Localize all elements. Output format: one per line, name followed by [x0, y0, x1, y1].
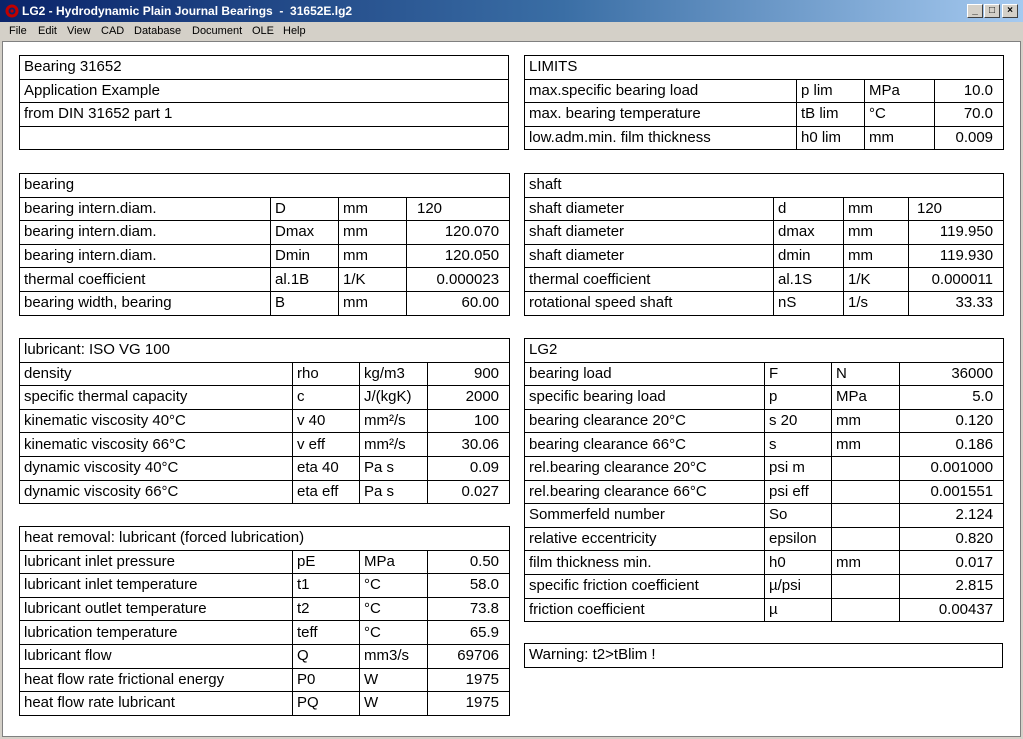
table-header-row — [525, 339, 1004, 363]
table-row — [20, 433, 510, 457]
param-value[interactable]: 10.0 — [935, 79, 1004, 103]
param-unit: 1/s — [844, 291, 909, 315]
param-unit: kg/m3 — [360, 362, 428, 386]
param-symbol: h0 lim — [797, 126, 865, 150]
param-symbol: h0 — [765, 551, 832, 575]
param-value[interactable]: 0.000023 — [407, 268, 510, 292]
param-symbol: dmax — [774, 221, 844, 245]
param-unit: mm — [865, 126, 935, 150]
table-row — [525, 103, 1004, 127]
param-value[interactable]: 0.820 — [900, 527, 1004, 551]
param-unit: mm — [339, 244, 407, 268]
table-row — [20, 386, 510, 410]
param-value[interactable]: 60.00 — [407, 291, 510, 315]
param-unit: J/(kgK) — [360, 386, 428, 410]
param-unit: Pa s — [360, 480, 428, 504]
param-label: lubricant inlet temperature — [20, 574, 293, 598]
param-unit: N — [832, 362, 900, 386]
param-label: bearing load — [525, 362, 765, 386]
param-label: specific friction coefficient — [525, 574, 765, 598]
table-header-row — [525, 56, 1004, 80]
table-header-row — [20, 174, 510, 198]
maximize-button[interactable]: □ — [984, 4, 1000, 18]
param-value[interactable]: 5.0 — [900, 386, 1004, 410]
lubricant-table — [19, 338, 510, 504]
info-line[interactable]: from DIN 31652 part 1 — [20, 103, 509, 127]
param-unit: 1/K — [339, 268, 407, 292]
shaft-title: shaft — [525, 174, 1004, 198]
param-value[interactable]: 36000 — [900, 362, 1004, 386]
param-value[interactable]: 2000 — [428, 386, 510, 410]
param-value[interactable]: 30.06 — [428, 433, 510, 457]
param-unit: W — [360, 692, 428, 716]
table-row — [525, 574, 1004, 598]
param-symbol: t2 — [293, 597, 360, 621]
limits-table — [524, 55, 1004, 150]
param-symbol: tB lim — [797, 103, 865, 127]
table-row — [20, 550, 510, 574]
param-symbol: So — [765, 504, 832, 528]
param-value[interactable]: 65.9 — [428, 621, 510, 645]
param-label: rel.bearing clearance 20°C — [525, 456, 765, 480]
param-value[interactable]: 0.00437 — [900, 598, 1004, 622]
param-label: thermal coefficient — [20, 268, 271, 292]
param-symbol: s — [765, 433, 832, 457]
param-label: heat flow rate lubricant — [20, 692, 293, 716]
param-symbol: nS — [774, 291, 844, 315]
param-label: low.adm.min. film thickness — [525, 126, 797, 150]
param-label: max.specific bearing load — [525, 79, 797, 103]
param-symbol: D — [271, 197, 339, 221]
param-unit: mm3/s — [360, 644, 428, 668]
param-label: shaft diameter — [525, 221, 774, 245]
param-label: dynamic viscosity 40°C — [20, 456, 293, 480]
param-value[interactable]: 70.0 — [935, 103, 1004, 127]
param-label: lubrication temperature — [20, 621, 293, 645]
param-unit — [832, 504, 900, 528]
table-row — [525, 268, 1004, 292]
param-symbol: eta eff — [293, 480, 360, 504]
info-line[interactable] — [20, 126, 509, 150]
param-symbol: B — [271, 291, 339, 315]
param-unit: °C — [865, 103, 935, 127]
param-label: bearing clearance 66°C — [525, 433, 765, 457]
minimize-button[interactable]: _ — [967, 4, 983, 18]
param-value[interactable]: 0.09 — [428, 456, 510, 480]
title-bar[interactable] — [0, 0, 1023, 22]
param-label: bearing intern.diam. — [20, 244, 271, 268]
param-value[interactable]: 58.0 — [428, 574, 510, 598]
param-unit: mm — [844, 197, 909, 221]
param-value[interactable]: 2.815 — [900, 574, 1004, 598]
param-value[interactable]: 69706 — [428, 644, 510, 668]
table-row — [525, 409, 1004, 433]
heat-removal-title[interactable]: heat removal: lubricant (forced lubrication) — [20, 527, 510, 551]
menu-document[interactable]: Document — [192, 25, 243, 37]
menu-cad[interactable]: CAD — [101, 25, 125, 37]
menu-help[interactable]: Help — [283, 25, 306, 37]
param-unit: °C — [360, 621, 428, 645]
param-symbol: P0 — [293, 668, 360, 692]
param-label: dynamic viscosity 66°C — [20, 480, 293, 504]
param-label: kinematic viscosity 40°C — [20, 409, 293, 433]
param-label: bearing intern.diam. — [20, 221, 271, 245]
close-button[interactable]: × — [1002, 4, 1018, 18]
param-symbol: psi eff — [765, 480, 832, 504]
table-row — [20, 597, 510, 621]
param-symbol: s 20 — [765, 409, 832, 433]
param-label: bearing intern.diam. — [20, 197, 271, 221]
param-label: bearing width, bearing — [20, 291, 271, 315]
param-unit: mm²/s — [360, 433, 428, 457]
param-label: rel.bearing clearance 66°C — [525, 480, 765, 504]
param-symbol: Dmin — [271, 244, 339, 268]
table-row — [20, 574, 510, 598]
param-label: thermal coefficient — [525, 268, 774, 292]
param-value[interactable]: 2.124 — [900, 504, 1004, 528]
table-row — [20, 456, 510, 480]
limits-title: LIMITS — [525, 56, 1004, 80]
param-symbol: v eff — [293, 433, 360, 457]
table-row — [20, 56, 509, 80]
table-row — [20, 126, 509, 150]
param-unit: mm — [844, 244, 909, 268]
lg2-results-table — [524, 338, 1004, 622]
table-row — [20, 409, 510, 433]
param-value[interactable]: 120.050 — [407, 244, 510, 268]
param-symbol: Dmax — [271, 221, 339, 245]
table-row — [20, 268, 510, 292]
param-symbol: v 40 — [293, 409, 360, 433]
param-value[interactable]: 1975 — [428, 692, 510, 716]
param-symbol: µ — [765, 598, 832, 622]
window-title: LG2 - Hydrodynamic Plain Journal Bearings - 31652E.lg2 — [22, 4, 353, 18]
table-row — [20, 103, 509, 127]
table-row — [20, 291, 510, 315]
param-value[interactable]: 1975 — [428, 668, 510, 692]
bearing-app-icon — [5, 4, 19, 18]
table-row — [20, 79, 509, 103]
param-label: kinematic viscosity 66°C — [20, 433, 293, 457]
menu-database[interactable]: Database — [134, 25, 182, 37]
param-label: lubricant flow — [20, 644, 293, 668]
table-row — [20, 197, 510, 221]
param-symbol: pE — [293, 550, 360, 574]
menu-file[interactable]: File — [9, 25, 27, 37]
table-row — [525, 221, 1004, 245]
bearing-table — [19, 173, 510, 316]
param-symbol: rho — [293, 362, 360, 386]
table-row — [525, 504, 1004, 528]
table-row — [525, 126, 1004, 150]
table-row — [525, 551, 1004, 575]
param-unit: mm²/s — [360, 409, 428, 433]
param-value[interactable]: 0.027 — [428, 480, 510, 504]
param-unit: mm — [832, 409, 900, 433]
param-label: shaft diameter — [525, 244, 774, 268]
param-value[interactable]: 120 — [909, 197, 1004, 221]
param-unit: mm — [339, 197, 407, 221]
param-unit — [832, 598, 900, 622]
param-unit — [832, 527, 900, 551]
warning-message: Warning: t2>tBlim ! — [525, 644, 1003, 668]
table-header-row — [525, 174, 1004, 198]
param-value[interactable]: 73.8 — [428, 597, 510, 621]
param-value[interactable]: 0.000011 — [909, 268, 1004, 292]
table-row — [525, 244, 1004, 268]
param-symbol: p — [765, 386, 832, 410]
param-label: heat flow rate frictional energy — [20, 668, 293, 692]
param-symbol: t1 — [293, 574, 360, 598]
param-label: shaft diameter — [525, 197, 774, 221]
table-row — [525, 527, 1004, 551]
param-unit: MPa — [360, 550, 428, 574]
table-row — [20, 644, 510, 668]
heat-removal-table — [19, 526, 510, 716]
param-unit: W — [360, 668, 428, 692]
param-unit: mm — [339, 291, 407, 315]
param-label: friction coefficient — [525, 598, 765, 622]
param-symbol: d — [774, 197, 844, 221]
param-symbol: Q — [293, 644, 360, 668]
param-value[interactable]: 900 — [428, 362, 510, 386]
bearing-title: bearing — [20, 174, 510, 198]
table-row — [525, 386, 1004, 410]
param-unit — [832, 574, 900, 598]
table-row — [20, 692, 510, 716]
table-header-row — [20, 527, 510, 551]
table-row — [525, 362, 1004, 386]
table-row — [525, 433, 1004, 457]
param-value[interactable]: 120 — [407, 197, 510, 221]
param-symbol: al.1S — [774, 268, 844, 292]
param-unit: 1/K — [844, 268, 909, 292]
param-symbol: dmin — [774, 244, 844, 268]
info-line[interactable]: Application Example — [20, 79, 509, 103]
param-value[interactable]: 0.186 — [900, 433, 1004, 457]
param-symbol: teff — [293, 621, 360, 645]
info-title[interactable]: Bearing 31652 — [20, 56, 509, 80]
param-symbol: epsilon — [765, 527, 832, 551]
param-symbol: F — [765, 362, 832, 386]
table-row — [20, 244, 510, 268]
param-label: rotational speed shaft — [525, 291, 774, 315]
param-label: max. bearing temperature — [525, 103, 797, 127]
param-symbol: al.1B — [271, 268, 339, 292]
param-label: bearing clearance 20°C — [525, 409, 765, 433]
table-row — [20, 480, 510, 504]
warning-box — [524, 643, 1003, 668]
table-header-row — [20, 339, 510, 363]
table-row — [20, 668, 510, 692]
table-row — [20, 221, 510, 245]
table-row — [525, 197, 1004, 221]
param-unit: mm — [339, 221, 407, 245]
param-label: specific thermal capacity — [20, 386, 293, 410]
param-symbol: psi m — [765, 456, 832, 480]
lubricant-title[interactable]: lubricant: ISO VG 100 — [20, 339, 510, 363]
param-symbol: µ/psi — [765, 574, 832, 598]
param-unit: °C — [360, 597, 428, 621]
param-unit: mm — [832, 433, 900, 457]
menu-ole[interactable]: OLE — [252, 25, 275, 37]
table-row — [525, 291, 1004, 315]
param-value[interactable]: 100 — [428, 409, 510, 433]
table-row — [525, 598, 1004, 622]
table-row — [525, 79, 1004, 103]
param-value[interactable]: 0.001551 — [900, 480, 1004, 504]
param-value[interactable]: 0.001000 — [900, 456, 1004, 480]
param-unit: mm — [844, 221, 909, 245]
table-row — [20, 621, 510, 645]
param-label: density — [20, 362, 293, 386]
document-area — [2, 41, 1021, 737]
menu-view[interactable]: View — [67, 25, 91, 37]
param-symbol: PQ — [293, 692, 360, 716]
param-value[interactable]: 119.950 — [909, 221, 1004, 245]
table-row — [20, 362, 510, 386]
param-value[interactable]: 0.017 — [900, 551, 1004, 575]
param-unit: MPa — [865, 79, 935, 103]
param-symbol: eta 40 — [293, 456, 360, 480]
table-row — [525, 480, 1004, 504]
param-value[interactable]: 0.120 — [900, 409, 1004, 433]
param-unit: MPa — [832, 386, 900, 410]
table-row — [525, 644, 1003, 668]
param-unit — [832, 480, 900, 504]
param-value[interactable]: 120.070 — [407, 221, 510, 245]
param-label: specific bearing load — [525, 386, 765, 410]
param-symbol: c — [293, 386, 360, 410]
param-unit: °C — [360, 574, 428, 598]
param-symbol: p lim — [797, 79, 865, 103]
param-value[interactable]: 119.930 — [909, 244, 1004, 268]
param-label: lubricant outlet temperature — [20, 597, 293, 621]
bearing-info-table — [19, 55, 509, 150]
param-unit: Pa s — [360, 456, 428, 480]
shaft-table — [524, 173, 1004, 316]
menu-edit[interactable]: Edit — [38, 25, 57, 37]
param-value[interactable]: 0.50 — [428, 550, 510, 574]
param-label: relative eccentricity — [525, 527, 765, 551]
table-row — [525, 456, 1004, 480]
lg2-title: LG2 — [525, 339, 1004, 363]
param-unit — [832, 456, 900, 480]
param-value[interactable]: 0.009 — [935, 126, 1004, 150]
param-label: lubricant inlet pressure — [20, 550, 293, 574]
param-value[interactable]: 33.33 — [909, 291, 1004, 315]
menu-bar — [0, 22, 1023, 41]
param-label: film thickness min. — [525, 551, 765, 575]
param-unit: mm — [832, 551, 900, 575]
param-label: Sommerfeld number — [525, 504, 765, 528]
